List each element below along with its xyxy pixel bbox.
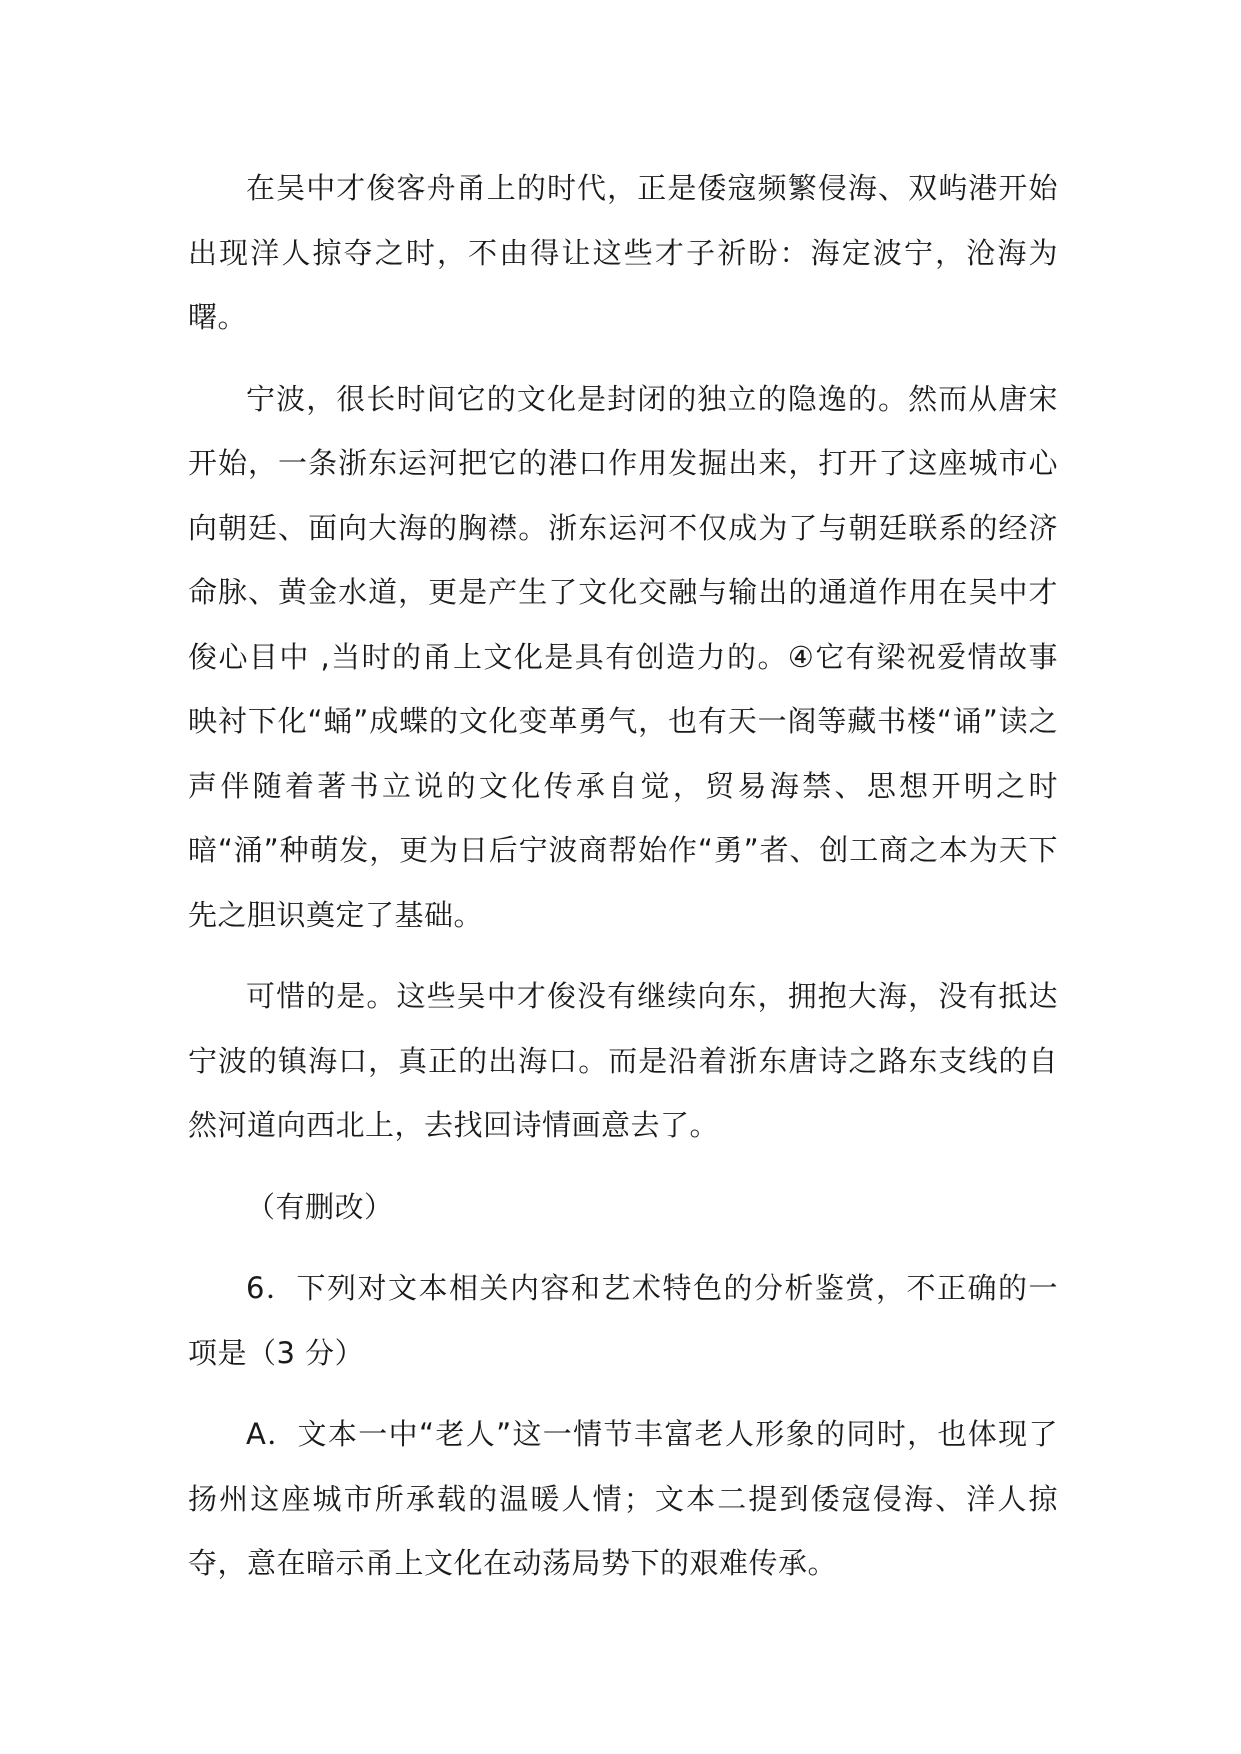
paragraph-ningbo-culture: 宁波，很长时间它的文化是封闭的独立的隐逸的。然而从唐宋开始，一条浙东运河把它的港口作用发掘出来，打开了这座城市心向朝廷、面向大海的胸襟。浙东运河不仅成为了与朝廷联系的经济命脉、黄金水道，更是产生了文化交融与输出的通道作用在吴中才俊心目中 ,当时的甬上文化是具有创造力的。④它有梁祝爱情故事映衬下化“蛹”成蝶的文化变革勇气，也有天一阁等藏书楼“诵”读之声伴随着著书立说的文化传承自觉，贸易海禁、思想开明之时暗“涌”种萌发，更为日后宁波商帮始作“勇”者、创工商之本为天下先之胆识奠定了基础。 [188,381,1058,932]
source-note: （有删改） [246,1189,394,1224]
paragraph-wuzhong-scholars: 在吴中才俊客舟甬上的时代，正是倭寇频繁侵海、双屿港开始出现洋人掠夺之时，不由得让这些才子祈盼：海定波宁，沧海为曙。 [188,171,1058,334]
question-6-stem: 6．下列对文本相关内容和艺术特色的分析鉴赏，不正确的一项是（3 分） [188,1271,1058,1370]
question-6-option-a: A．文本一中“老人”这一情节丰富老人形象的同时，也体现了扬州这座城市所承载的温暖人情；文本二提到倭寇侵海、洋人掠夺，意在暗示甬上文化在动荡局势下的艰难传承。 [188,1417,1058,1580]
paragraph-regret: 可惜的是。这些吴中才俊没有继续向东，拥抱大海，没有抵达宁波的镇海口，真正的出海口。而是沿着浙东唐诗之路东支线的自然河道向西北上，去找回诗情画意去了。 [188,979,1058,1142]
document-body [188,156,1058,1613]
